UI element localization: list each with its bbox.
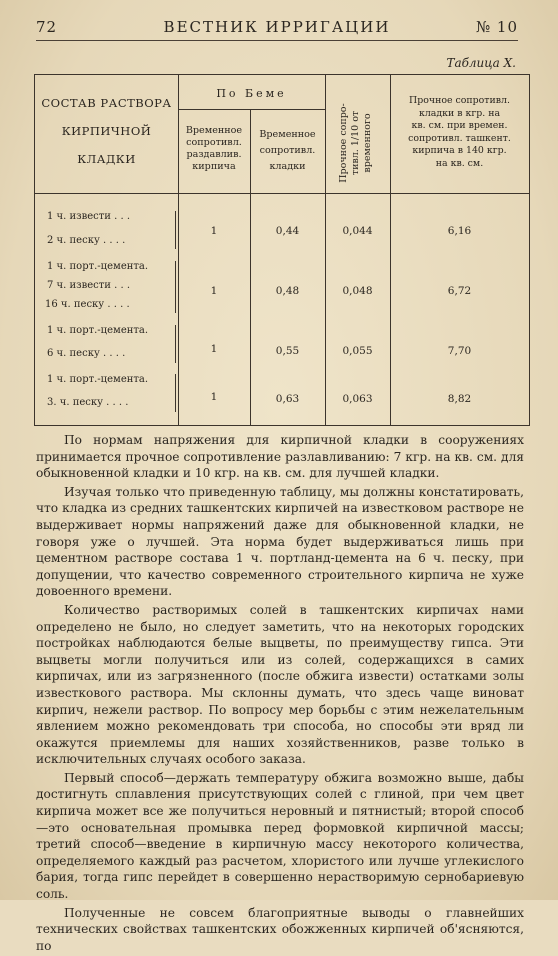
header-line: сопротивл. <box>259 145 316 156</box>
cell-value: 0,44 <box>275 225 300 237</box>
table-rule <box>35 193 529 194</box>
cell-value: 0,063 <box>342 393 373 405</box>
header-line: КИРПИЧНОЙ <box>61 124 152 138</box>
composition-line: 7 ч. извести . . . <box>47 280 131 291</box>
header-line: кладки <box>269 161 306 172</box>
table-rule <box>178 109 325 110</box>
composition-line: 16 ч. песку . . . . <box>45 299 130 310</box>
header-line: кирпича <box>192 161 236 172</box>
header-col4 <box>390 95 529 170</box>
composition-line: 2 ч. песку . . . . <box>47 235 126 246</box>
data-table <box>34 74 530 426</box>
paragraph: По нормам напряжения для кирпичной кладки в сооружениях принимается прочное сопротивление разлавливанию: 7 кгр. на кв. см. для обыкновенной кладки и 10 кгр. на кв. см. для лучшей кладки. <box>36 433 524 481</box>
header-line: Прочное сопро- <box>338 103 349 183</box>
header-line: сопротивл. ташкент. <box>408 132 511 144</box>
header-line: на кв. см. <box>435 157 484 169</box>
composition-line: 1 ч. порт.-цемента. <box>47 374 149 385</box>
cell-value: 1 <box>210 343 218 355</box>
table-label: Таблица X. <box>446 56 516 70</box>
composition-line: 3. ч. песку . . . . <box>47 397 129 408</box>
header-line: кладки в кгр. на <box>418 107 501 119</box>
paragraph: Количество растворимых солей в ташкентских кирпичах нами определено не было, но следует заметить, что на некоторых городских постройках наблюдаются белые выцветы, по преимуществу гипса. Эти выцветы могли получиться или из солей, содержащихся в самих кирпичах, или из загрязненного (после обжига извести) остатками золы известкового раствора. Мы склонны думать, что здесь чаще виноват кирпич, нежели раствор. По вопросу мер борьбы с этим нежелательным явлением можно рекомендовать три способа, но способы эти вряд ли окажутся приемлемы для наших хозяйственников, разве только в исключительных случаях особого заказа. <box>36 602 524 767</box>
header-bome: По Беме <box>216 87 287 100</box>
cell-value: 1 <box>210 285 218 297</box>
page-number: 72 <box>36 18 58 36</box>
cell-value: 1 <box>210 225 218 237</box>
composition-line: 1 ч. порт.-цемента. <box>47 261 149 272</box>
header-line: раздавлив. <box>186 149 242 160</box>
journal-title: ВЕСТНИК ИРРИГАЦИИ <box>163 18 391 36</box>
cell-value: 6,16 <box>447 225 472 237</box>
composition-line: 1 ч. извести . . . <box>47 211 131 222</box>
cell-value: 0,63 <box>275 393 300 405</box>
brace <box>171 211 176 249</box>
cell-value: 1 <box>210 391 218 403</box>
brace <box>171 261 176 313</box>
header-col2 <box>250 127 325 175</box>
paragraph: Изучая только что приведенную таблицу, мы должны констатировать, что кладка из средних ташкентских кирпичей на известковом растворе не выдерживает нормы напряжений даже для обыкновенной кладки, не говоря уже о лучшей. Эта норма будет выдерживаться лишь при цементном растворе состава 1 ч. портланд-цемента на 6 ч. песку, при допущении, что качество современного строительного кирпича не хуже довоенного времени. <box>36 484 524 599</box>
header-col3 <box>338 97 378 189</box>
header-line: кирпича в 140 кгр. <box>412 145 507 156</box>
cell-value: 0,48 <box>275 285 300 297</box>
brace <box>171 374 176 412</box>
cell-value: 0,055 <box>342 345 373 357</box>
composition-line: 1 ч. порт.-цемента. <box>47 325 149 336</box>
header-line: тивл. 1/10 от <box>350 110 361 176</box>
header-line: Временное <box>185 125 243 136</box>
cell-value: 7,70 <box>447 345 472 357</box>
header-line: сопротивл. <box>186 137 242 148</box>
paragraph: Полученные не совсем благоприятные выводы о главнейших технических свойствах ташкентских обожженных кирпичей об'ясняются, по <box>36 905 524 953</box>
composition-line: 6 ч. песку . . . . <box>47 348 126 359</box>
cell-value: 0,048 <box>342 285 373 297</box>
header-line: временного <box>362 113 373 173</box>
cell-value: 0,044 <box>342 225 373 237</box>
cell-value: 8,82 <box>447 393 472 405</box>
header-col1 <box>178 125 250 173</box>
header-line: СОСТАВ РАСТВОРА <box>41 96 172 110</box>
paragraph: Первый способ—держать температуру обжига возможно выше, дабы достигнуть сплавления присутствующих солей с глиной, при чем цвет кирпича может все же получиться неровный и пятнистый; второй способ—это основательная промывка перед формовкой кирпичной массы; третий способ—введение в кирпичную массу некоторого количества, определяемого каждый раз расчетом, хлористого или лучше углекислого бария, тогда гипс перейдет в совершенно нерастворимую сернобариевую соль. <box>36 770 524 902</box>
header-line: Прочное сопротивл. <box>409 95 510 106</box>
header-line: кв. см. при времен. <box>411 120 508 131</box>
issue-number: № 10 <box>475 18 518 36</box>
cell-value: 0,55 <box>275 345 300 357</box>
cell-value: 6,72 <box>447 285 472 297</box>
header-composition <box>35 89 178 173</box>
header-line: КЛАДКИ <box>77 152 136 166</box>
article-body <box>36 432 524 956</box>
page-header <box>36 18 518 41</box>
table-rule <box>325 75 326 425</box>
brace <box>171 325 176 363</box>
header-line: Временное <box>259 129 316 140</box>
